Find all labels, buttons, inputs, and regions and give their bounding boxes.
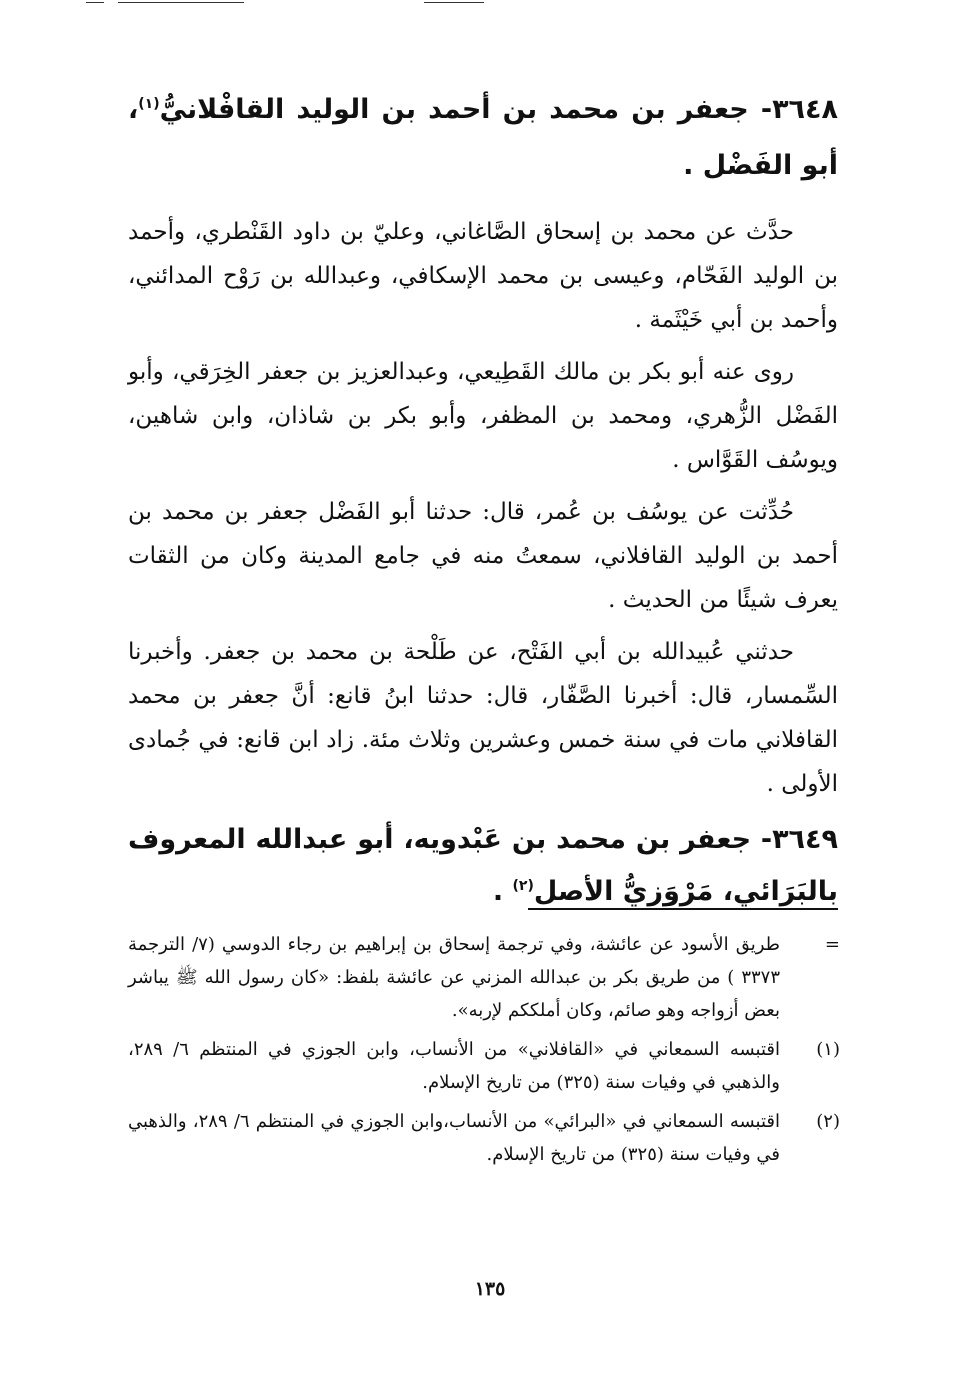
footnote-2 — [128, 1105, 840, 1171]
entry-3649-heading-tail: . — [492, 876, 513, 907]
footnote-1 — [128, 1033, 840, 1099]
page-number: ١٣٥ — [474, 1278, 506, 1300]
footnote-marker: (٢) — [816, 1111, 840, 1132]
paragraph-death: حدثني عُبيدالله بن أبي الفَتْح، عن طَلْحة بن محمد بن جعفر. وأخبرنا السِّمسار، قال: أخبرنا الصَّفّار، قال: حدثنا ابنُ قانع: أنَّ جعفر بن محمد القافلاني مات في سنة خمس وعشرين وثلاث مئة. زاد ابن قانع: في جُمادى الأولى . — [128, 639, 838, 797]
paragraph-teachers: حدَّث عن محمد بن إسحاق الصَّاغاني، وعليّ بن داود القَنْطري، وأحمد بن الوليد الفَحّام، وعيسى بن محمد الإسكافي، وعبدالله بن رَوْح المدائني، وأحمد بن أبي خَيْثَمة . — [128, 219, 838, 333]
entry-3649-heading-text: ٣٦٤٩- جعفر بن محمد بن عَبْدويه، أبو عبدالله المعروف بالبَرَائي، مَرْوَزيُّ الأصل — [128, 824, 838, 907]
footnote-text: اقتبسه السمعاني في «البرائي» من الأنساب،وابن الجوزي في المنتظم ٦/ ٢٨٩، والذهبي في وفيات سنة (٣٢٥) من تاريخ الإسلام. — [128, 1111, 780, 1165]
footnote-continued — [128, 928, 840, 1027]
page-body — [128, 82, 838, 918]
footnote-marker: = — [824, 934, 840, 955]
footnote-ref-1: (١) — [138, 96, 160, 112]
footnote-text: طريق الأسود عن عائشة، وفي ترجمة إسحاق بن إبراهيم بن رجاء الدوسي (٧/ الترجمة ٣٣٧٣ ) من طريق بكر بن عبدالله المزني عن عائشة بلفظ: «كان رسول الله ﷺ يباشر بعض أزواجه وهو صائم، وكان أملككم لإربه». — [128, 934, 780, 1021]
entry-3648-heading-tail: ، أبو الفَضْل . — [128, 94, 838, 181]
scan-edge-mark-left — [86, 2, 104, 3]
paragraph-students: روى عنه أبو بكر بن مالك القَطِيعي، وعبدالعزيز بن جعفر الخِرَقي، وأبو الفَضْل الزُّهري، ومحمد بن المظفر، وأبو بكر بن شاذان، وابن شاهين، ويوسُف القَوَّاس . — [128, 359, 838, 473]
footnotes-section — [128, 928, 840, 1177]
footnote-marker: (١) — [816, 1039, 840, 1060]
scan-edge-mark-right — [424, 2, 484, 3]
paragraph-reliability: حُدِّثت عن يوسُف بن عُمر، قال: حدثنا أبو الفَضْل جعفر بن محمد بن أحمد بن الوليد القافلاني، سمعتُ منه في جامع المدينة وكان من الثقات يعرف شيئًا من الحديث . — [128, 499, 838, 613]
footnote-divider — [528, 908, 838, 910]
entry-3648-heading — [128, 82, 838, 194]
entry-3648-heading-text: ٣٦٤٨- جعفر بن محمد بن أحمد بن الوليد القافْلانيُّ — [159, 94, 838, 125]
entry-3649-heading — [128, 814, 838, 918]
scan-edge-mark-center — [118, 2, 244, 3]
footnote-text: اقتبسه السمعاني في «القافلاني» من الأنساب، وابن الجوزي في المنتظم ٦/ ٢٨٩، والذهبي في وفيات سنة (٣٢٥) من تاريخ الإسلام. — [128, 1039, 781, 1093]
footnote-ref-2: (٢) — [512, 878, 534, 894]
